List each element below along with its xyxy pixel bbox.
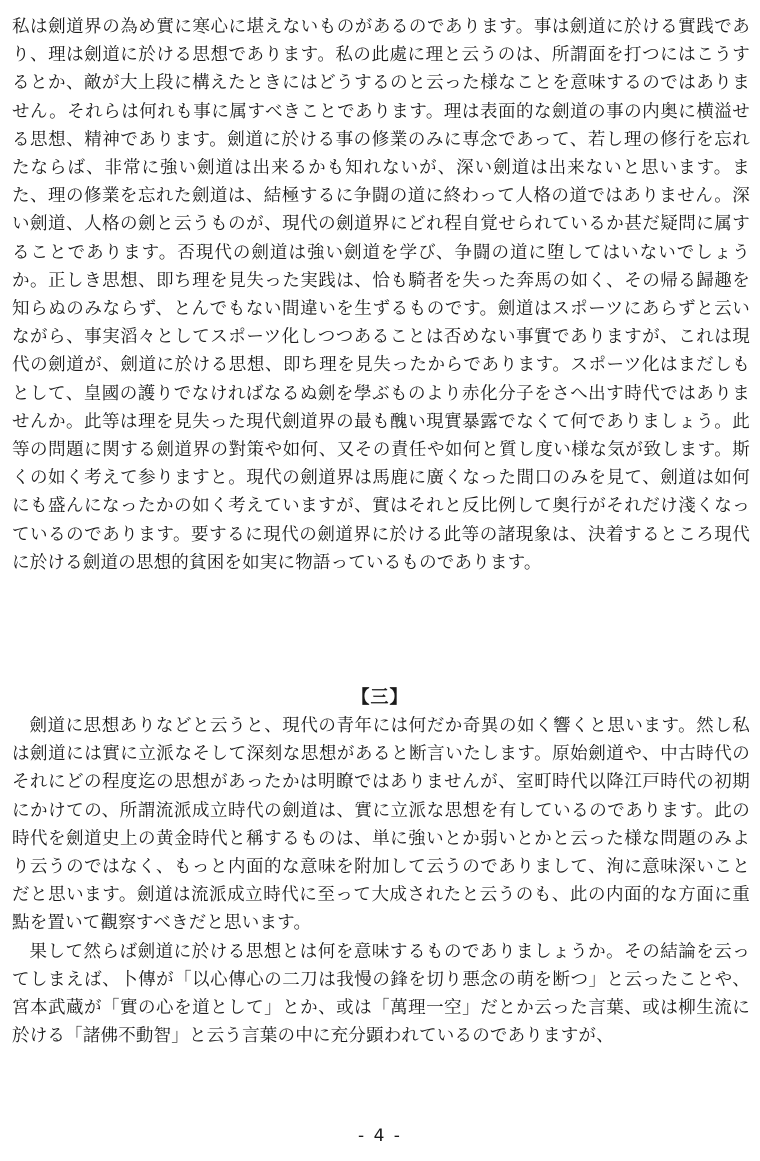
paragraph-continuation: 私は劍道界の為め實に寒心に堪えないものがあるのであります。事は劍道に於ける實践であり、理は劍道に於ける思想であります。私の此處に理と云うのは、所謂面を打つにはこうするとか、敵が大上段に構えたときにはどうするのと云った様なことを意味するのではありません。それらは何れも事に属すべきことであります。理は表面的な劍道の事の内奥に横溢せる思想、精神であります。劍道に於ける事の修業のみに専念であって、若し理の修行を忘れたならば、非常に強い劍道は出来るかも知れないが、深い劍道は出来ないと思います。また、理の修業を忘れた劍道は、結極するに争闘の道に終わって人格の道ではありません。深い劍道、人格の劍と云うものが、現代の劍道界にどれ程自覚せられているか甚だ疑問に属することであります。否現代の劍道は強い劍道を学び、争闘の道に堕してはいないでしょうか。正しき思想、即ち理を見失った実践は、恰も騎者を失った奔馬の如く、その帰る歸趣を知らぬのみならず、とんでもない間違いを生ずるものです。劍道はスポーツにあらずと云いながら、事実滔々としてスポーツ化しつつあることは否めない事實でありますが、これは現代の劍道が、劍道に於ける思想、即ち理を見失ったからであります。スポーツ化はまだしもとして、皇國の護りでなければなるぬ劍を學ぶものより赤化分子をさへ出す時代ではありませんか。此等は理を見失った現代劍道界の最も醜い現實暴露でなくて何でありましょう。此等の問題に関する劍道界の對策や如何、又その責任や如何と質し度い様な気が致します。斯くの如く考えて参りますと。現代の劍道界は馬鹿に廣くなった間口のみを見て、劍道は如何にも盛んになったかの如く考えていますが、實はそれと反比例して奥行がそれだけ淺くなっているのであります。要するに現代の劍道界に於ける此等の諸現象は、決着するところ現代に於ける劍道の思想的貧困を如実に物語っているものであります。 xyxy=(12,17,750,573)
section-heading-three: 【三】 xyxy=(351,687,409,708)
paragraph-kendo-thought: 劍道に思想ありなどと云うと、現代の青年には何だか奇異の如く響くと思います。然し私は劍道には實に立派なそして深刻な思想があると断言いたします。原始劍道や、中古時代のそれにどの程度迄の思想があったかは明瞭ではありませんが、室町時代以降江戸時代の初期にかけての、所謂流派成立時代の劍道は、實に立派な思想を有しているのであります。此の時代を劍道史上の黄金時代と稱するものは、単に強いとか弱いとかと云った様な問題のみより云うのではなく、もっと内面的な意味を附加して云うのでありまして、洵に意味深いことだと思います。劍道は流派成立時代に至って大成されたと云うのも、此の内面的な方面に重點を置いて觀察すべきだと思います。 xyxy=(12,716,750,934)
body-text-section-three xyxy=(12,712,750,1050)
paragraph-meaning-of-thought: 果して然らば劍道に於ける思想とは何を意味するものでありましょうか。その結論を云ってしまえば、卜傳が「以心傳心の二刀は我慢の鋒を切り悪念の萌を断つ」と云ったことや、宮本武蔵が「實の心を道として」とか、或は「萬理一空」だとか云った言葉、或は柳生流に於ける「諸佛不動智」と云う言葉の中に充分顕われているのでありますが、 xyxy=(12,941,750,1047)
page-number: - 4 - xyxy=(358,1126,402,1146)
body-text-continuation xyxy=(12,13,750,577)
